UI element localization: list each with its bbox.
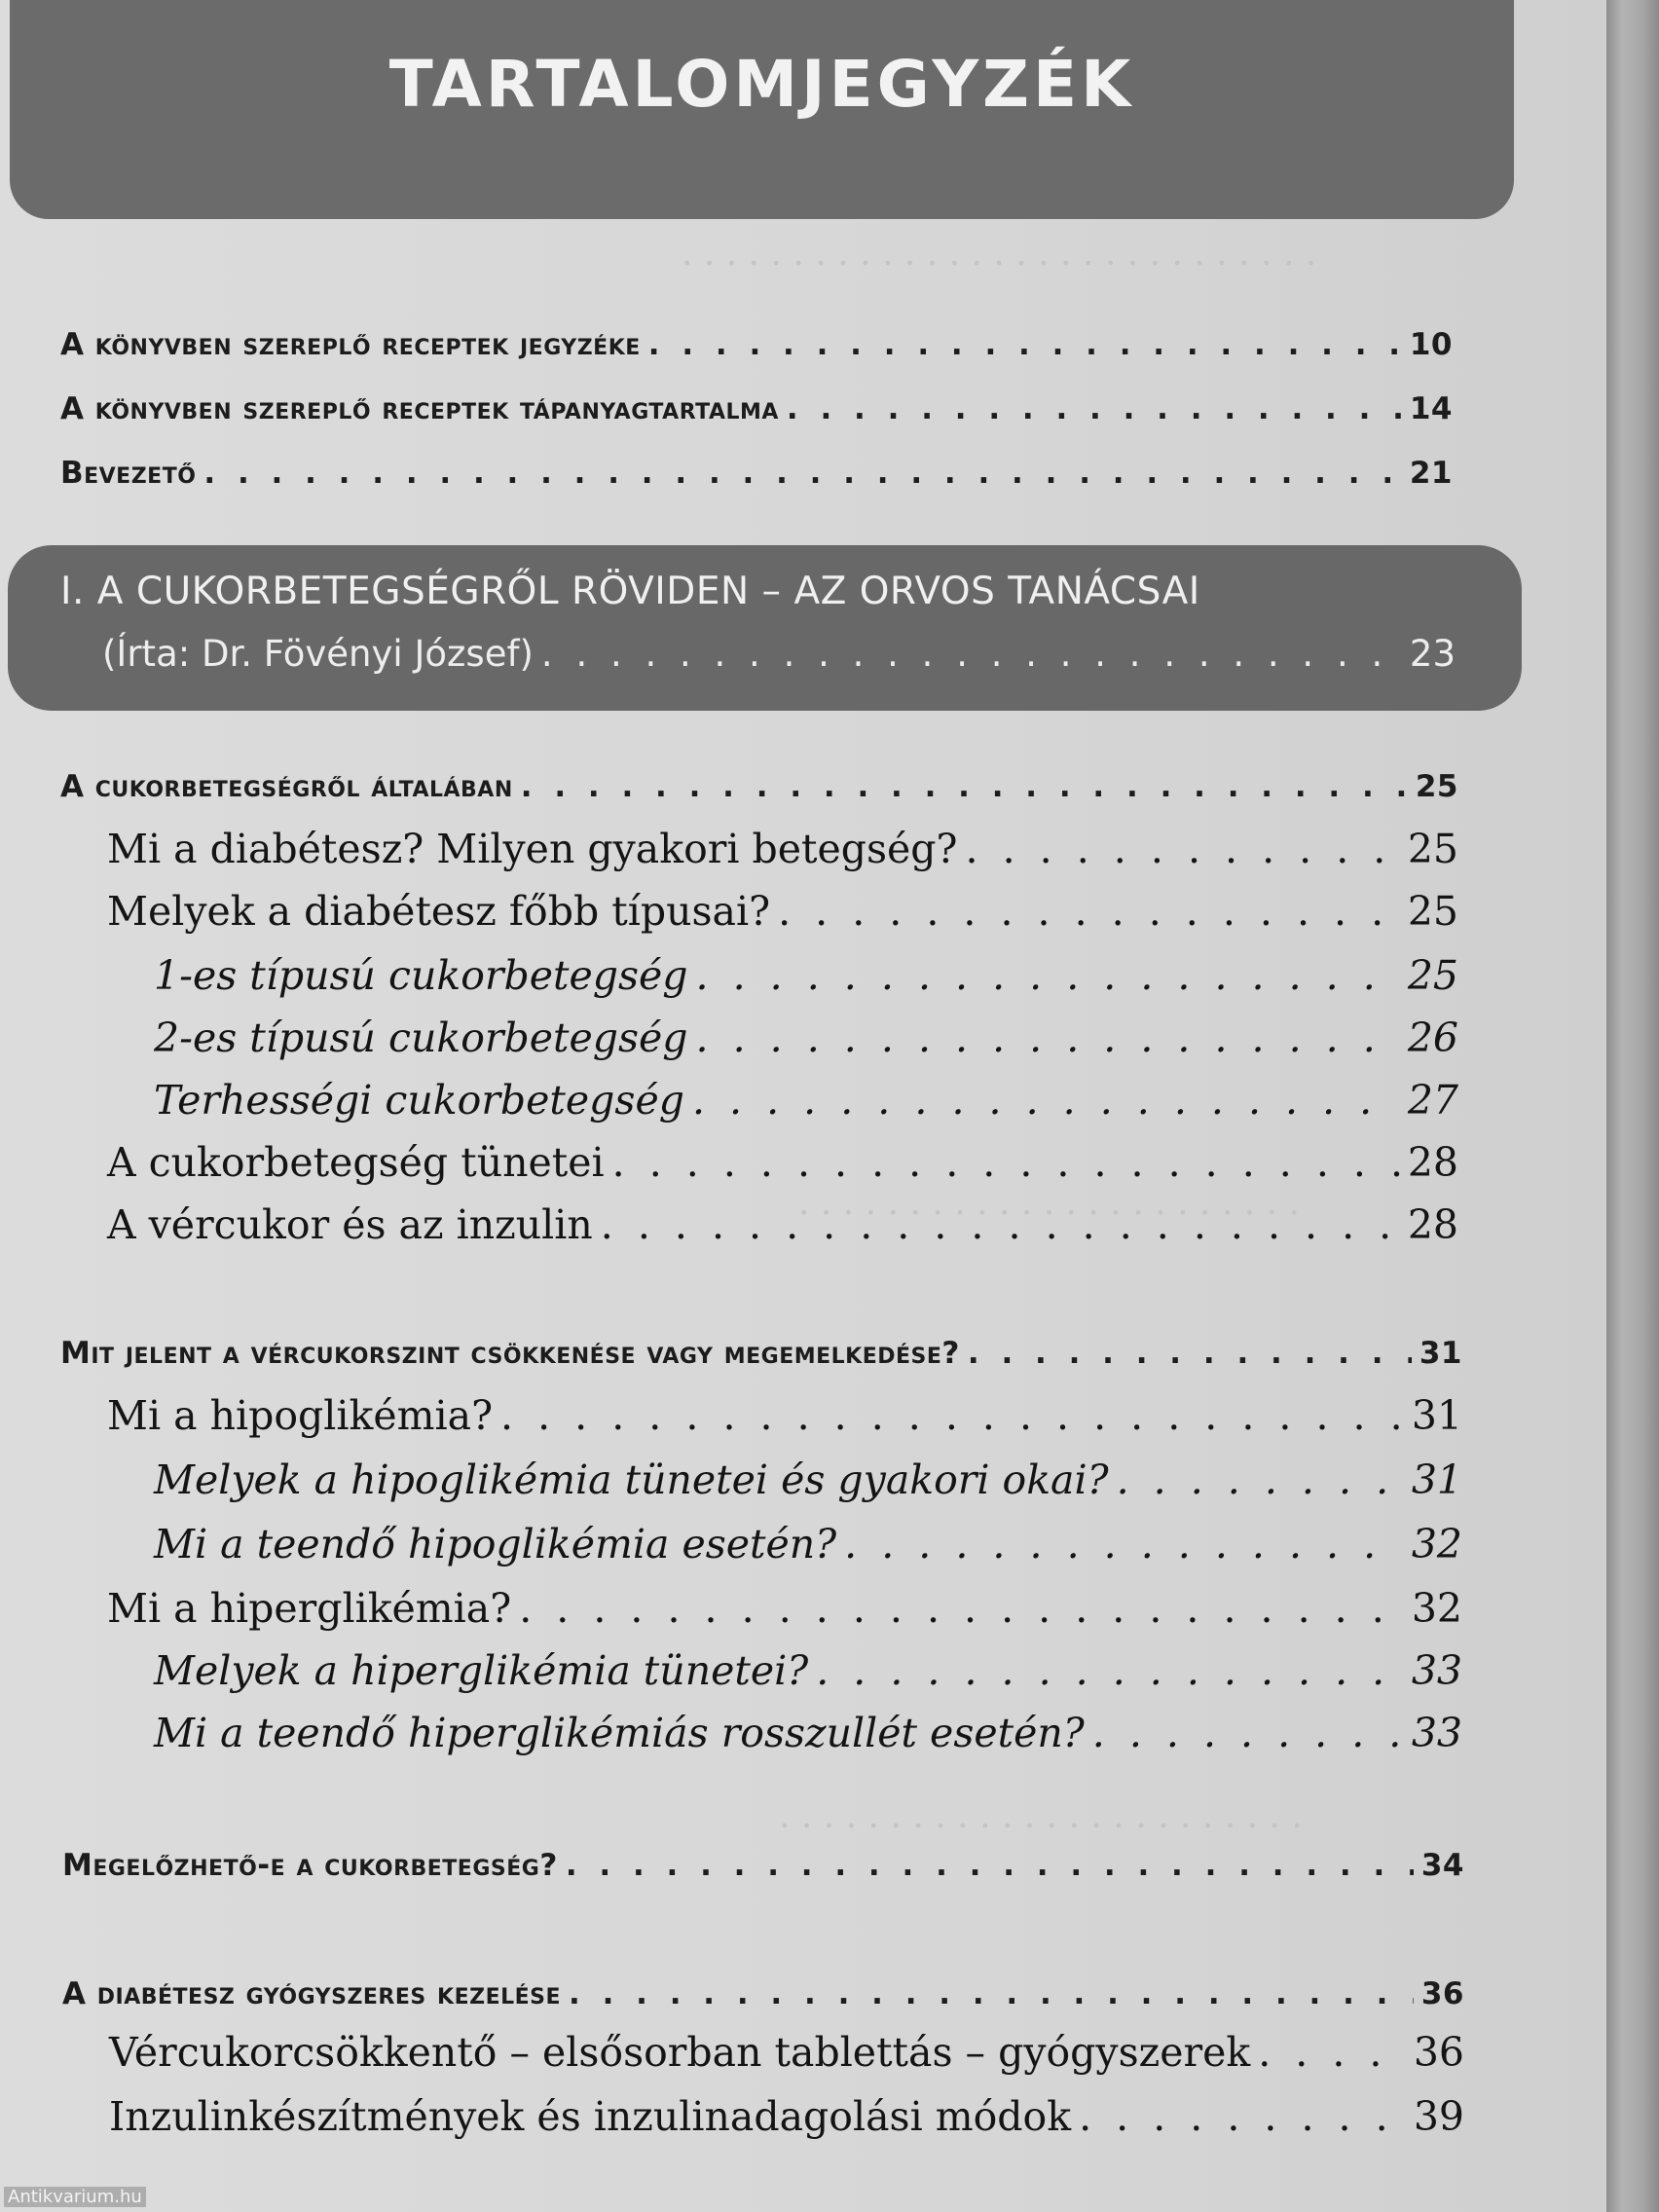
toc-entry-label: A cukorbetegségről általában	[60, 769, 513, 804]
page-title: TARTALOMJEGYZÉK	[388, 47, 1135, 122]
toc-entry-page: 27	[1407, 1077, 1458, 1124]
show-through-text: . . . . . . . . . . . . . . . . . . . . . . . . . . . . .	[682, 234, 1317, 274]
toc-entry-label: Mi a hiperglikémia?	[107, 1585, 512, 1632]
toc-leader-dots	[612, 1139, 1400, 1186]
toc-entry-page: 25	[1407, 826, 1458, 872]
toc-entry-page: 33	[1411, 1710, 1462, 1756]
toc-entry-label: A cukorbetegség tünetei	[107, 1139, 605, 1186]
toc-entry-page: 10	[1409, 327, 1453, 362]
toc-entry	[154, 952, 1458, 999]
toc-entry	[154, 1647, 1462, 1694]
toc-leader-dots	[500, 1392, 1404, 1439]
toc-leader-dots	[1258, 2029, 1406, 2076]
section-page: 23	[1409, 633, 1456, 675]
toc-leader-dots	[1092, 1710, 1404, 1756]
toc-leader-dots	[519, 1585, 1404, 1632]
toc-entry	[154, 1710, 1462, 1756]
toc-entry-page: 31	[1411, 1392, 1462, 1439]
toc-entry-label: 1-es típusú cukorbetegség	[154, 952, 688, 999]
toc-entry-label: Mi a hipoglikémia?	[107, 1392, 494, 1439]
toc-entry-label: A vércukor és az inzulin	[107, 1201, 593, 1248]
toc-leader-dots	[966, 826, 1400, 872]
show-through-text: . . . . . . . . . . . . . . . . . . . . . . . .	[779, 1796, 1303, 1836]
section-title: I. A CUKORBETEGSÉGRŐL RÖVIDEN – AZ ORVOS TANÁCSAI	[60, 570, 1200, 613]
toc-entry	[60, 391, 1453, 426]
toc-entry-label: A könyvben szereplő receptek tápanyagtartalma	[60, 391, 779, 426]
toc-entry	[60, 327, 1453, 362]
toc-leader-dots	[569, 1976, 1414, 2011]
toc-leader-dots	[203, 456, 1401, 491]
toc-entry	[107, 1139, 1458, 1186]
toc-entry-label: Inzulinkészítmények és inzulinadagolási módok	[109, 2093, 1072, 2140]
toc-entry-page: 33	[1411, 1647, 1462, 1694]
toc-entry-label: Terhességi cukorbetegség	[154, 1077, 684, 1124]
section-subtitle: (Írta: Dr. Fövényi József)	[102, 633, 534, 675]
toc-leader-dots	[696, 952, 1400, 999]
toc-leader-dots	[566, 1848, 1414, 1883]
toc-entry-page: 34	[1420, 1848, 1464, 1883]
toc-entry-label: Melyek a hiperglikémia tünetei?	[154, 1647, 809, 1694]
toc-entry	[107, 1201, 1458, 1248]
toc-leader-dots	[1117, 1456, 1404, 1503]
toc-leader-dots	[816, 1647, 1404, 1694]
toc-entry-page: 25	[1415, 769, 1458, 804]
toc-entry-page: 36	[1413, 2029, 1464, 2076]
toc-entry-label: Megelőzhető-e a cukorbetegség?	[62, 1848, 558, 1883]
toc-leader-dots	[521, 769, 1408, 804]
toc-entry-label: A könyvben szereplő receptek jegyzéke	[60, 327, 641, 362]
watermark: Antikvarium.hu	[4, 2187, 146, 2207]
section-subtitle-line	[102, 633, 1456, 675]
toc-leader-dots	[601, 1201, 1400, 1248]
toc-entry-page: 32	[1411, 1521, 1462, 1567]
toc-entry-page: 31	[1419, 1336, 1462, 1371]
toc-entry-page: 31	[1411, 1456, 1462, 1503]
toc-entry-page: 26	[1407, 1014, 1458, 1061]
toc-entry-page: 14	[1409, 391, 1453, 426]
toc-entry-label: Mit jelent a vércukorszint csökkenése vagy megemelkedése?	[60, 1336, 960, 1371]
toc-entry	[107, 826, 1458, 872]
toc-leader-dots	[648, 327, 1402, 362]
toc-entry-label: A diabétesz gyógyszeres kezelése	[62, 1976, 562, 2011]
toc-entry-label: Mi a teendő hiperglikémiás rosszullét esetén?	[154, 1710, 1085, 1756]
toc-entry-page: 28	[1407, 1139, 1458, 1186]
toc-leader-dots	[844, 1521, 1404, 1567]
toc-entry	[107, 888, 1458, 935]
toc-entry-page: 39	[1413, 2093, 1464, 2140]
toc-entry	[109, 2029, 1464, 2076]
page-edge	[1606, 0, 1659, 2212]
toc-entry	[107, 1392, 1462, 1439]
toc-entry-label: Bevezető	[60, 456, 197, 491]
toc-leader-dots	[787, 391, 1402, 426]
toc-entry	[62, 1976, 1464, 2011]
toc-leader-dots	[968, 1336, 1412, 1371]
toc-leader-dots	[778, 888, 1400, 935]
toc-entry-page: 25	[1407, 888, 1458, 935]
toc-entry-label: 2-es típusú cukorbetegség	[154, 1014, 688, 1061]
toc-entry	[60, 769, 1458, 804]
toc-entry	[154, 1521, 1462, 1567]
toc-entry	[109, 2093, 1464, 2140]
toc-entry-label: Melyek a diabétesz főbb típusai?	[107, 888, 771, 935]
toc-entry	[154, 1014, 1458, 1061]
toc-entry-label: Mi a diabétesz? Milyen gyakori betegség?	[107, 826, 958, 872]
toc-entry	[60, 456, 1453, 491]
toc-leader-dots	[696, 1014, 1400, 1061]
toc-entry-page: 36	[1420, 1976, 1464, 2011]
toc-entry	[62, 1848, 1464, 1883]
toc-leader-dots	[541, 633, 1402, 675]
toc-entry-page: 21	[1409, 456, 1453, 491]
toc-entry	[60, 1336, 1462, 1371]
toc-entry-label: Melyek a hipoglikémia tünetei és gyakori okai?	[154, 1456, 1109, 1503]
toc-leader-dots	[692, 1077, 1400, 1124]
toc-entry	[154, 1077, 1458, 1124]
show-through-text: . . . . . . . . . . . . . . . . . . . . . . .	[798, 1183, 1300, 1223]
toc-leader-dots	[1079, 2093, 1406, 2140]
toc-entry	[107, 1585, 1462, 1632]
toc-entry-label: Mi a teendő hipoglikémia esetén?	[154, 1521, 837, 1567]
toc-entry	[154, 1456, 1462, 1503]
toc-entry-page: 28	[1407, 1201, 1458, 1248]
toc-entry-page: 32	[1411, 1585, 1462, 1632]
toc-entry-page: 25	[1407, 952, 1458, 999]
toc-entry-label: Vércukorcsökkentő – elsősorban tablettás – gyógyszerek	[109, 2029, 1251, 2076]
